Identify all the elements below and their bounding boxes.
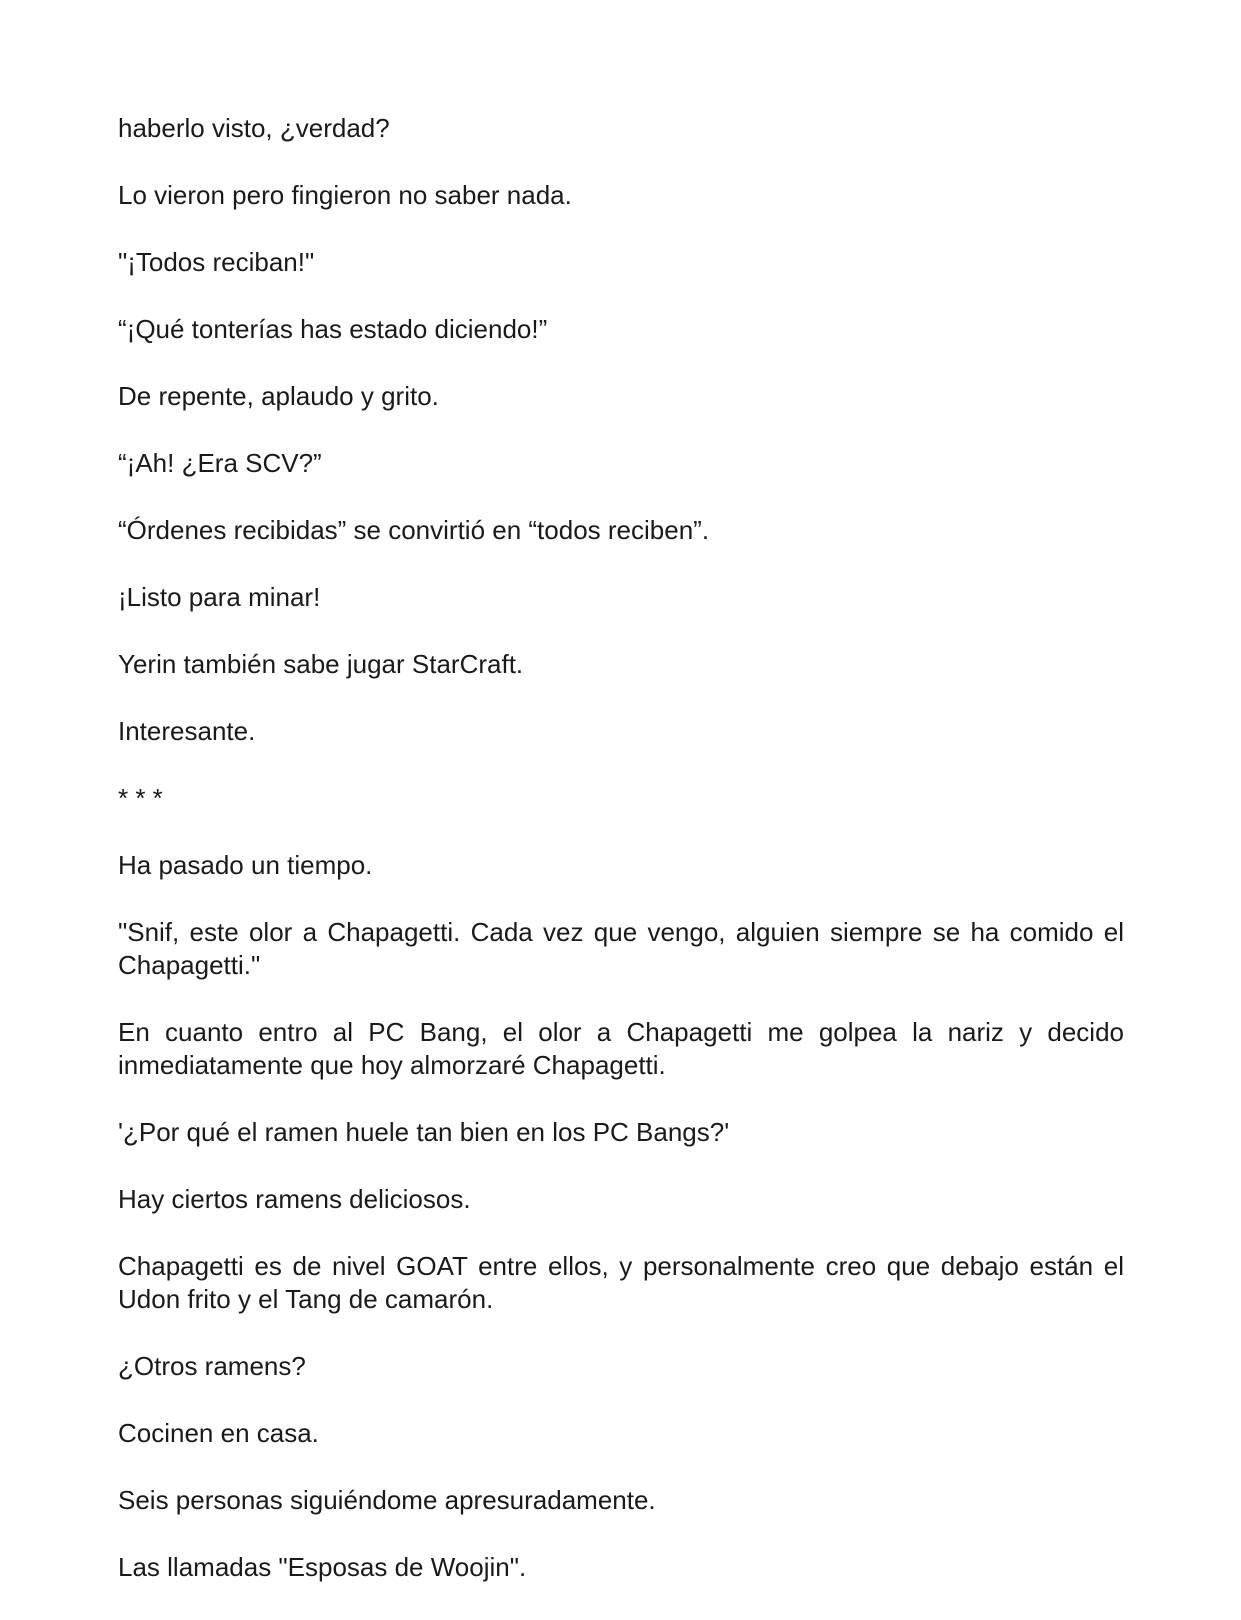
paragraph: Interesante. xyxy=(118,716,256,746)
paragraph: Lo vieron pero fingieron no saber nada. xyxy=(118,180,572,210)
paragraph: Hay ciertos ramens deliciosos. xyxy=(118,1184,471,1214)
paragraph: “¡Qué tonterías has estado diciendo!” xyxy=(118,314,548,344)
paragraph: En cuanto entro al PC Bang, el olor a Chapagetti me golpea la nariz y decido inmediatamente que hoy almorzaré Chapagetti. xyxy=(118,1017,1124,1080)
paragraph: Cocinen en casa. xyxy=(118,1418,319,1448)
paragraph: “Órdenes recibidas” se convirtió en “todos reciben”. xyxy=(118,515,710,545)
paragraph: “¡Ah! ¿Era SCV?” xyxy=(118,448,322,478)
paragraph: ¡Listo para minar! xyxy=(118,582,321,612)
paragraph: Ha pasado un tiempo. xyxy=(118,850,373,880)
paragraph: Las llamadas "Esposas de Woojin". xyxy=(118,1552,527,1582)
paragraph: De repente, aplaudo y grito. xyxy=(118,381,439,411)
scene-break: * * * xyxy=(118,783,163,813)
paragraph: "Snif, este olor a Chapagetti. Cada vez que vengo, alguien siempre se ha comido el Chapagetti." xyxy=(118,917,1124,980)
paragraph: Yerin también sabe jugar StarCraft. xyxy=(118,649,524,679)
paragraph: Seis personas siguiéndome apresuradamente. xyxy=(118,1485,656,1515)
paragraph: "¡Todos reciban!" xyxy=(118,247,315,277)
paragraph: ¿Otros ramens? xyxy=(118,1351,306,1381)
paragraph: haberlo visto, ¿verdad? xyxy=(118,113,390,143)
paragraph: '¿Por qué el ramen huele tan bien en los PC Bangs?' xyxy=(118,1117,730,1147)
paragraph: Chapagetti es de nivel GOAT entre ellos, y personalmente creo que debajo están el Udon frito y el Tang de camarón. xyxy=(118,1251,1124,1314)
document-body xyxy=(118,112,1124,1618)
